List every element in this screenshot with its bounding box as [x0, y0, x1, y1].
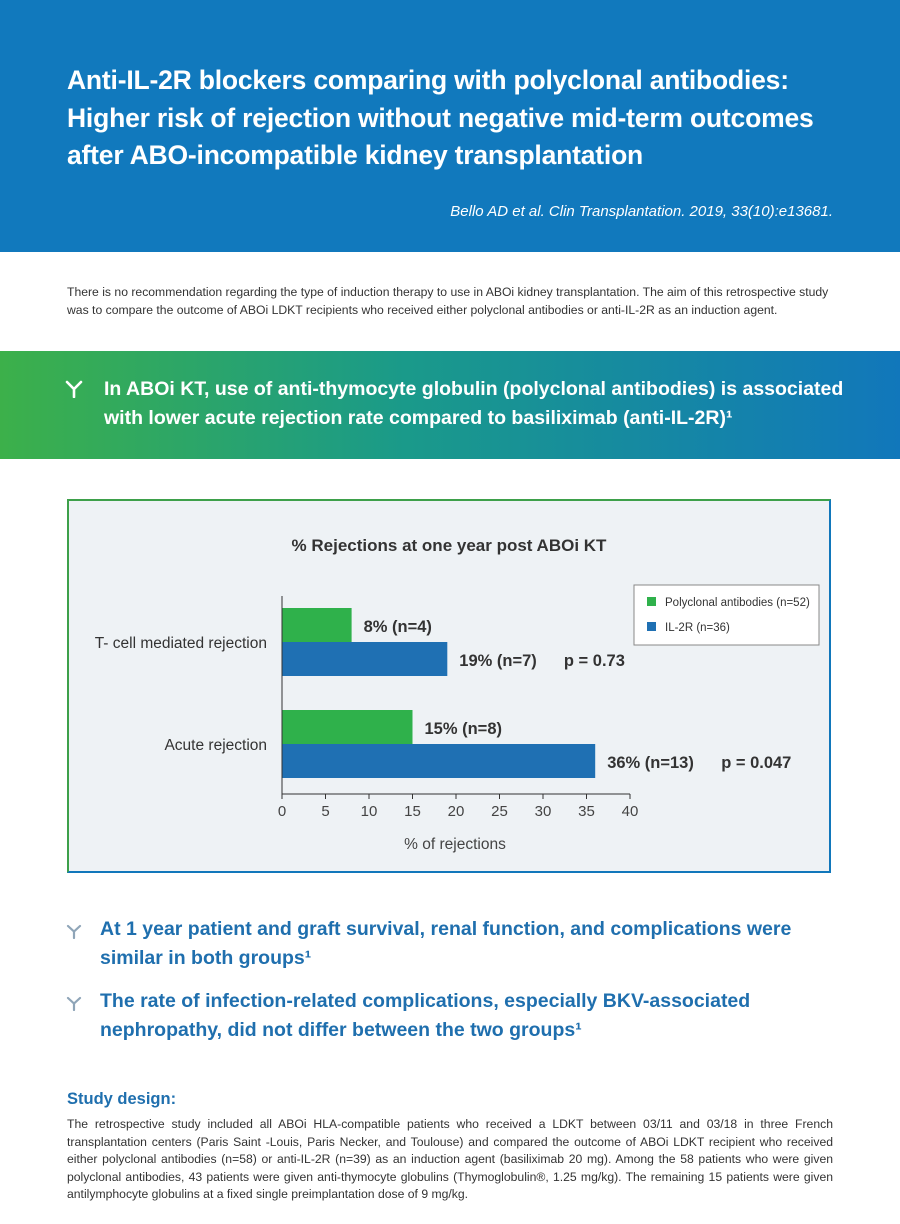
- legend-label-il2r: IL-2R (n=36): [665, 622, 730, 634]
- category-label: Acute rejection: [164, 737, 267, 754]
- key-finding-text: In ABOi KT, use of anti-thymocyte globulin (polyclonal antibodies) is associated with lower acute rejection rate compared to basiliximab (anti-IL-2R)¹: [104, 378, 844, 429]
- chart-title: % Rejections at one year post ABOi KT: [291, 536, 607, 555]
- legend-box: [634, 585, 819, 645]
- header-banner: [0, 0, 900, 252]
- category-label: T- cell mediated rejection: [94, 635, 267, 652]
- chart-panel: [67, 499, 831, 873]
- data-label: 19% (n=7): [459, 652, 537, 670]
- intro-text: There is no recommendation regarding the type of induction therapy to use in ABOi kidney transplantation. The aim of this retrospective study was to compare the outcome of ABOi LDKT recipients who received either polyclonal antibodies or anti-IL-2R as an induction agent.: [67, 285, 829, 317]
- legend-swatch-il2r: [647, 622, 656, 631]
- x-tick-label: 15: [404, 803, 421, 820]
- x-tick-label: 35: [578, 803, 595, 820]
- bar: [282, 744, 595, 778]
- x-tick-label: 20: [447, 803, 465, 820]
- page-title: Anti-IL-2R blockers comparing with polyclonal antibodies: Higher risk of rejection without negative mid-term outcomes after ABO-incompatible kidney transplantation: [67, 65, 814, 170]
- bar: [282, 608, 352, 642]
- antibody-y-icon: [66, 924, 82, 939]
- point-infection: The rate of infection-related complications, especially BKV-associated nephropathy, did not differ between the two groups¹: [100, 990, 751, 1041]
- bar: [282, 710, 413, 744]
- x-tick-label: 0: [277, 803, 287, 820]
- study-design-text: The retrospective study included all ABOi HLA-compatible patients who received a LDKT between 03/11 and 03/18 in three French transplantation centers (Paris Saint -Louis, Paris Necker, and Toulouse) and compared the outcome of ABOi LDKT recipient who received either polyclonal antibodies (n=58) or anti-IL-2R (n=39) as an induction agent (basiliximab 20 mg). Among the 58 patients who were given polyclonal antibodies, 43 patients were given anti-thymocyte globulins (Thymoglobulin®, 1.25 mg/kg). The remaining 15 patients were given antilymphocyte globulins at a fixed single preimplantation dose of 9 mg/kg.: [67, 1117, 833, 1202]
- rejection-bar-chart: [69, 501, 833, 875]
- x-tick-label: 10: [360, 803, 378, 820]
- legend-swatch-polyclonal: [647, 597, 656, 606]
- antibody-y-icon: [64, 380, 84, 398]
- p-value-label: p = 0.73: [563, 652, 625, 670]
- point-survival: At 1 year patient and graft survival, renal function, and complications were similar in both groups¹: [100, 918, 792, 969]
- x-axis-label: % of rejections: [404, 836, 506, 853]
- data-label: 36% (n=13): [607, 754, 694, 772]
- study-design-title: Study design:: [67, 1090, 177, 1108]
- legend-label-polyclonal: Polyclonal antibodies (n=52): [665, 597, 810, 609]
- x-tick-label: 40: [621, 803, 639, 820]
- bar: [282, 642, 447, 676]
- data-label: 15% (n=8): [424, 720, 502, 738]
- x-tick-label: 30: [534, 803, 552, 820]
- antibody-y-icon: [66, 996, 82, 1011]
- p-value-label: p = 0.047: [721, 754, 792, 772]
- data-label: 8% (n=4): [363, 618, 432, 636]
- x-tick-label: 5: [321, 803, 330, 820]
- citation: Bello AD et al. Clin Transplantation. 2019, 33(10):e13681.: [450, 203, 833, 220]
- x-tick-label: 25: [491, 803, 508, 820]
- legend: [634, 585, 819, 645]
